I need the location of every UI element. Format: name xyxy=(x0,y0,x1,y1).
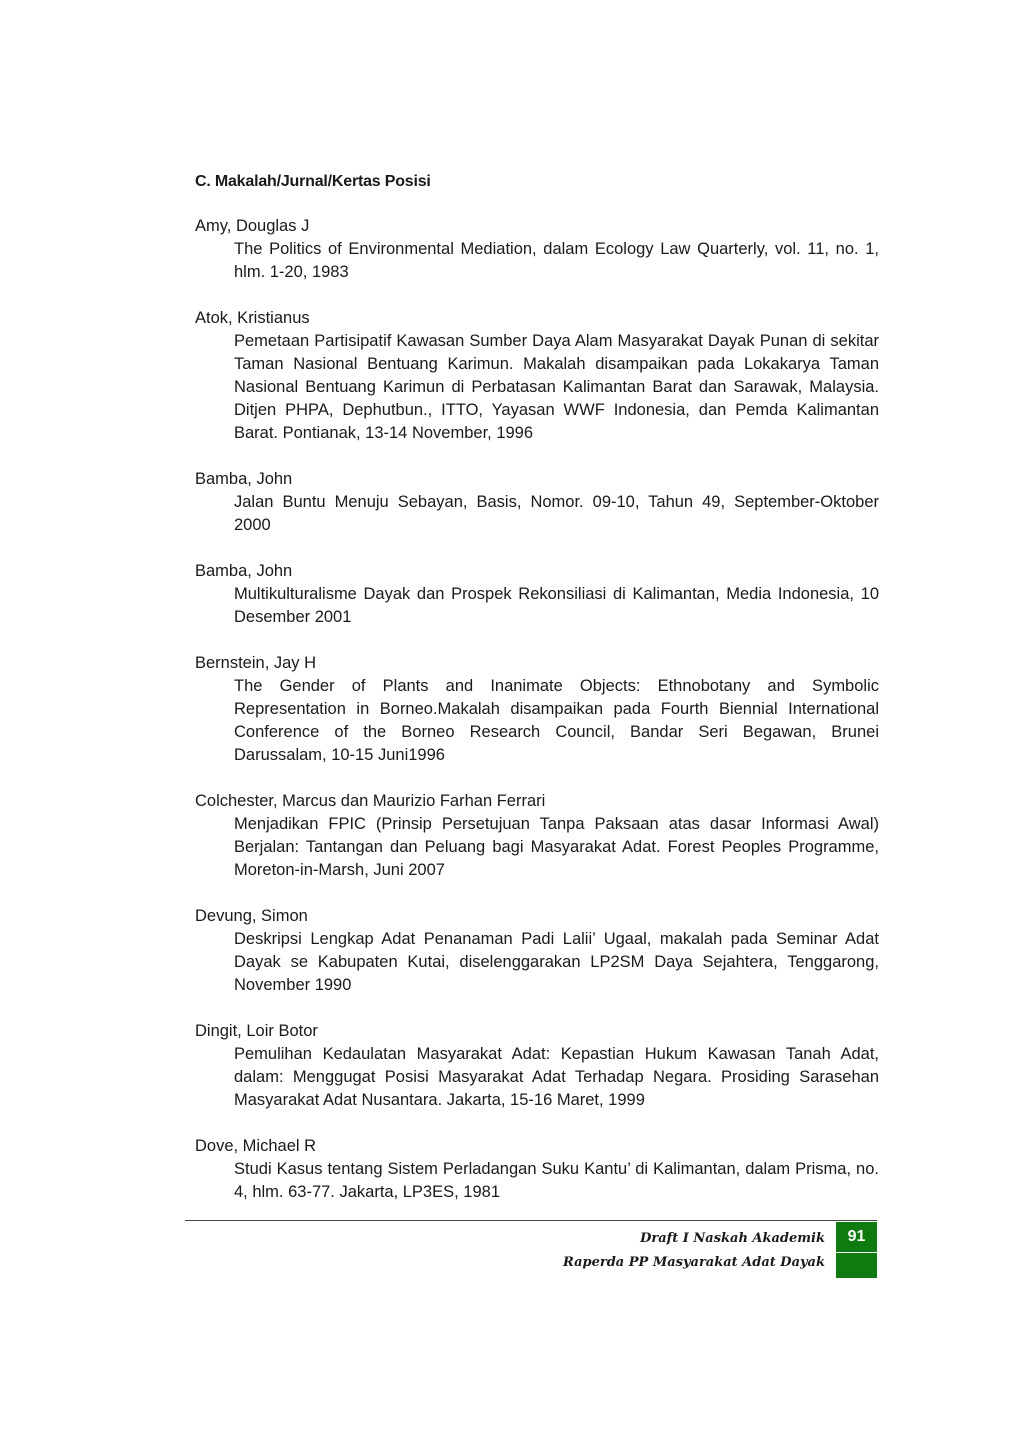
document-page xyxy=(195,170,879,1227)
reference-text: Jalan Buntu Menuju Sebayan, Basis, Nomor. 09-10, Tahun 49, September-Oktober 2000 xyxy=(234,493,879,534)
page-number: 91 xyxy=(836,1222,877,1253)
reference-author: Colchester, Marcus dan Maurizio Farhan Ferrari xyxy=(195,792,546,810)
reference-author: Devung, Simon xyxy=(195,907,308,925)
reference-text: Multikulturalisme Dayak dan Prospek Rekonsiliasi di Kalimantan, Media Indonesia, 10 Desember 2001 xyxy=(234,585,879,626)
reference-entry xyxy=(195,468,879,537)
reference-author: Dingit, Loir Botor xyxy=(195,1022,318,1040)
footer-title xyxy=(563,1227,825,1275)
reference-author: Bamba, John xyxy=(195,562,293,580)
reference-entry xyxy=(195,905,879,997)
reference-text: Deskripsi Lengkap Adat Penanaman Padi Lalii’ Ugaal, makalah pada Seminar Adat Dayak se Kabupaten Kutai, diselenggarakan LP2SM Daya Sejahtera, Tenggarong, November 1990 xyxy=(234,930,879,994)
reference-text: Menjadikan FPIC (Prinsip Persetujuan Tanpa Paksaan atas dasar Informasi Awal) Berjalan: Tantangan dan Peluang bagi Masyarakat Adat. Forest Peoples Programme, Moreton-in-Marsh, Juni 2007 xyxy=(234,815,879,879)
reference-text: Pemulihan Kedaulatan Masyarakat Adat: Kepastian Hukum Kawasan Tanah Adat, dalam: Menggugat Posisi Masyarakat Adat Terhadap Negara. Prosiding Sarasehan Masyarakat Adat Nusantara. Jakarta, 15-16 Maret, 1999 xyxy=(234,1045,879,1109)
page-number-box xyxy=(836,1222,877,1278)
footer-line-draft: Draft I Naskah Akademik xyxy=(640,1231,825,1246)
reference-author: Amy, Douglas J xyxy=(195,217,310,235)
reference-entry xyxy=(195,1020,879,1112)
reference-entry xyxy=(195,560,879,629)
page-footer xyxy=(185,1220,877,1279)
section-heading: C. Makalah/Jurnal/Kertas Posisi xyxy=(195,173,431,190)
reference-author: Bernstein, Jay H xyxy=(195,654,317,672)
footer-line-raperda: Raperda PP Masyarakat Adat Dayak xyxy=(562,1255,825,1270)
reference-entry xyxy=(195,215,879,284)
reference-entry xyxy=(195,790,879,882)
reference-text: The Gender of Plants and Inanimate Objects: Ethnobotany and Symbolic Representation in Borneo.Makalah disampaikan pada Fourth Biennial International Conference of the Borneo Research Council, Bandar Seri Begawan, Brunei Darussalam, 10-15 Juni1996 xyxy=(234,677,879,764)
reference-author: Dove, Michael R xyxy=(195,1137,317,1155)
reference-text: Studi Kasus tentang Sistem Perladangan Suku Kantu’ di Kalimantan, dalam Prisma, no. 4, hlm. 63-77. Jakarta, LP3ES, 1981 xyxy=(234,1160,879,1201)
reference-text: The Politics of Environmental Mediation, dalam Ecology Law Quarterly, vol. 11, no. 1, hlm. 1-20, 1983 xyxy=(234,240,879,281)
reference-entry xyxy=(195,1135,879,1204)
reference-text: Pemetaan Partisipatif Kawasan Sumber Daya Alam Masyarakat Dayak Punan di sekitar Taman Nasional Bentuang Karimun. Makalah disampaikan pada Lokakarya Taman Nasional Bentuang Karimun di Perbatasan Kalimantan Barat dan Sarawak, Malaysia. Ditjen PHPA, Dephutbun., ITTO, Yayasan WWF Indonesia, dan Pemda Kalimantan Barat. Pontianak, 13-14 November, 1996 xyxy=(234,332,879,442)
reference-entry xyxy=(195,652,879,767)
reference-entry xyxy=(195,307,879,445)
reference-author: Bamba, John xyxy=(195,470,293,488)
reference-author: Atok, Kristianus xyxy=(195,309,310,327)
